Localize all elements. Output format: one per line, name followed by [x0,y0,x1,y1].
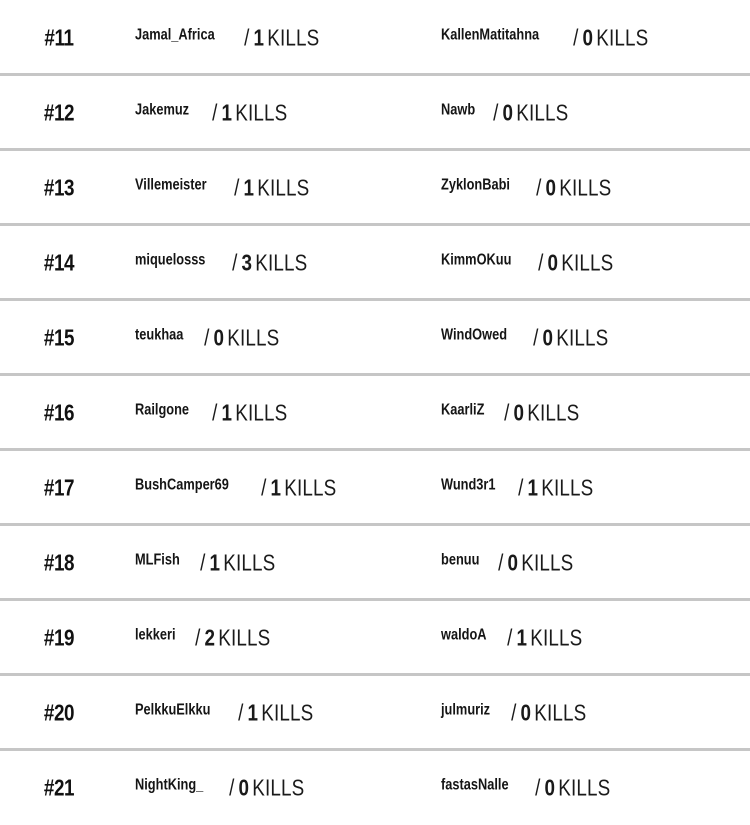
kills-separator: / [518,474,524,500]
player-name: benuu [441,551,480,568]
kill-count [494,624,582,651]
kills-separator: / [498,549,504,575]
kills-number: 1 [243,174,254,200]
kills-unit: KILLS [261,699,314,725]
player-name: BushCamper69 [135,476,229,493]
player-name: Villemeister [135,176,207,193]
player-name: NightKing_ [135,776,204,793]
kills-unit: KILLS [255,249,308,275]
team-rank: #13 [43,174,75,200]
kill-count [480,99,568,126]
kills-unit: KILLS [559,174,612,200]
team-rank: #14 [43,249,75,275]
kill-count [216,774,304,801]
player-name: KimmOKuu [441,251,512,268]
kills-unit: KILLS [252,774,305,800]
team-rank: #18 [43,549,75,575]
player-entry-right [441,474,613,501]
player-name: KaarliZ [441,401,485,418]
team-rank: #16 [43,399,75,425]
kills-number: 1 [221,399,232,425]
kill-count [219,249,307,276]
kills-unit: KILLS [527,399,580,425]
player-entry-right [441,99,588,126]
player-entry-left [135,624,290,651]
player-entry-right [441,249,633,276]
kills-unit: KILLS [234,399,287,425]
kills-separator: / [243,24,249,50]
player-entry-left [135,549,295,576]
kills-separator: / [261,474,267,500]
leaderboard-row [0,600,750,675]
kills-separator: / [534,774,540,800]
kills-separator: / [204,324,210,350]
kills-unit: KILLS [256,174,309,200]
player-name: KallenMatitahna [441,26,540,43]
kills-number: 0 [545,174,557,200]
kills-unit: KILLS [234,99,288,125]
kills-unit: KILLS [555,324,608,350]
player-name: Railgone [135,401,190,418]
kills-unit: KILLS [217,624,271,650]
kills-number: 2 [204,624,215,650]
player-entry-left [135,174,328,201]
team-rank: #20 [43,699,75,725]
kills-unit: KILLS [284,474,337,500]
player-name: julmuriz [441,701,491,718]
leaderboard-row [0,375,750,450]
kill-count [199,399,287,426]
kills-separator: / [492,99,499,125]
kills-number: 1 [253,24,264,50]
player-name: WindOwed [441,326,508,343]
kills-separator: / [211,99,217,125]
kills-separator: / [507,624,513,650]
player-name: fastasNalle [441,776,509,793]
player-entry-right [441,624,602,651]
player-entry-right [441,399,599,426]
team-rank: #12 [43,99,75,125]
player-name: teukhaa [135,326,184,343]
kills-separator: / [536,174,542,200]
player-name: PelkkuElkku [135,701,211,718]
player-entry-left [135,249,327,276]
player-name: Jamal_Africa [135,26,215,43]
kill-count [248,474,336,501]
player-entry-left [135,24,338,51]
team-rank: #17 [43,474,75,500]
player-entry-left [135,324,299,351]
kills-number: 0 [513,399,525,425]
player-name: miquelosss [135,251,206,268]
kills-separator: / [572,24,579,50]
player-entry-right [441,549,593,576]
leaderboard-row [0,75,750,150]
kills-number: 1 [247,699,259,725]
kill-count [523,174,611,201]
kill-count [231,24,319,51]
kill-count [485,549,573,576]
kill-count [187,549,275,576]
kill-count [525,249,613,276]
kills-separator: / [233,174,239,200]
kills-number: 1 [527,474,539,500]
leaderboard-row [0,675,750,750]
kills-separator: / [194,624,201,650]
player-entry-left [135,699,333,726]
kill-count [225,699,313,726]
player-entry-left [135,774,324,801]
kill-count [199,99,287,126]
kill-count [520,324,608,351]
kills-number: 0 [547,249,558,275]
player-name: Wund3r1 [441,476,496,493]
kills-unit: KILLS [530,624,583,650]
kills-number: 0 [582,24,593,50]
player-name: lekkeri [135,626,176,643]
kills-unit: KILLS [521,549,574,575]
player-entry-left [135,99,306,126]
kills-number: 0 [520,699,532,725]
kills-separator: / [538,249,544,275]
player-entry-right [441,324,627,351]
kills-number: 0 [213,324,225,350]
kills-unit: KILLS [534,699,587,725]
kills-separator: / [232,249,238,275]
kills-number: 0 [541,324,553,350]
leaderboard-row [0,450,750,525]
player-entry-right [441,699,606,726]
kills-unit: KILLS [595,24,649,50]
kills-separator: / [511,699,517,725]
kills-unit: KILLS [557,774,610,800]
kills-number: 1 [270,474,282,500]
kills-unit: KILLS [541,474,594,500]
leaderboard-row [0,225,750,300]
kill-count [522,774,610,801]
kills-unit: KILLS [227,324,280,350]
kill-count [182,624,270,651]
leaderboard-row [0,0,750,75]
kills-separator: / [504,399,510,425]
kills-separator: / [229,774,235,800]
team-rank: #11 [44,24,74,50]
player-name: waldoA [441,626,487,643]
leaderboard-row [0,300,750,375]
player-entry-right [441,24,668,51]
kills-unit: KILLS [223,549,276,575]
kill-count [560,24,648,51]
kills-number: 0 [543,774,555,800]
player-name: Nawb [441,101,476,118]
team-rank: #21 [43,774,75,800]
player-name: Jakemuz [135,101,190,118]
kills-number: 0 [507,549,518,575]
kill-count [505,474,593,501]
kills-number: 1 [516,624,527,650]
kill-count [498,699,586,726]
player-entry-left [135,399,306,426]
kills-number: 0 [238,774,250,800]
player-name: MLFish [135,551,180,568]
kill-count [491,399,579,426]
kills-separator: / [532,324,538,350]
team-rank: #19 [43,624,75,650]
kill-count [191,324,279,351]
kills-separator: / [238,699,244,725]
kill-count [221,174,309,201]
kills-number: 1 [221,99,232,125]
kills-unit: KILLS [266,24,320,50]
leaderboard-row [0,750,750,825]
player-entry-right [441,174,631,201]
player-name: ZyklonBabi [441,176,510,193]
kills-number: 3 [241,249,252,275]
kills-unit: KILLS [561,249,614,275]
kills-separator: / [211,399,217,425]
player-entry-right [441,774,629,801]
leaderboard-row [0,525,750,600]
player-entry-left [135,474,356,501]
kills-unit: KILLS [515,99,569,125]
kills-separator: / [200,549,206,575]
leaderboard-row [0,150,750,225]
kills-number: 1 [209,549,220,575]
team-rank: #15 [43,324,75,350]
kills-number: 0 [502,99,513,125]
